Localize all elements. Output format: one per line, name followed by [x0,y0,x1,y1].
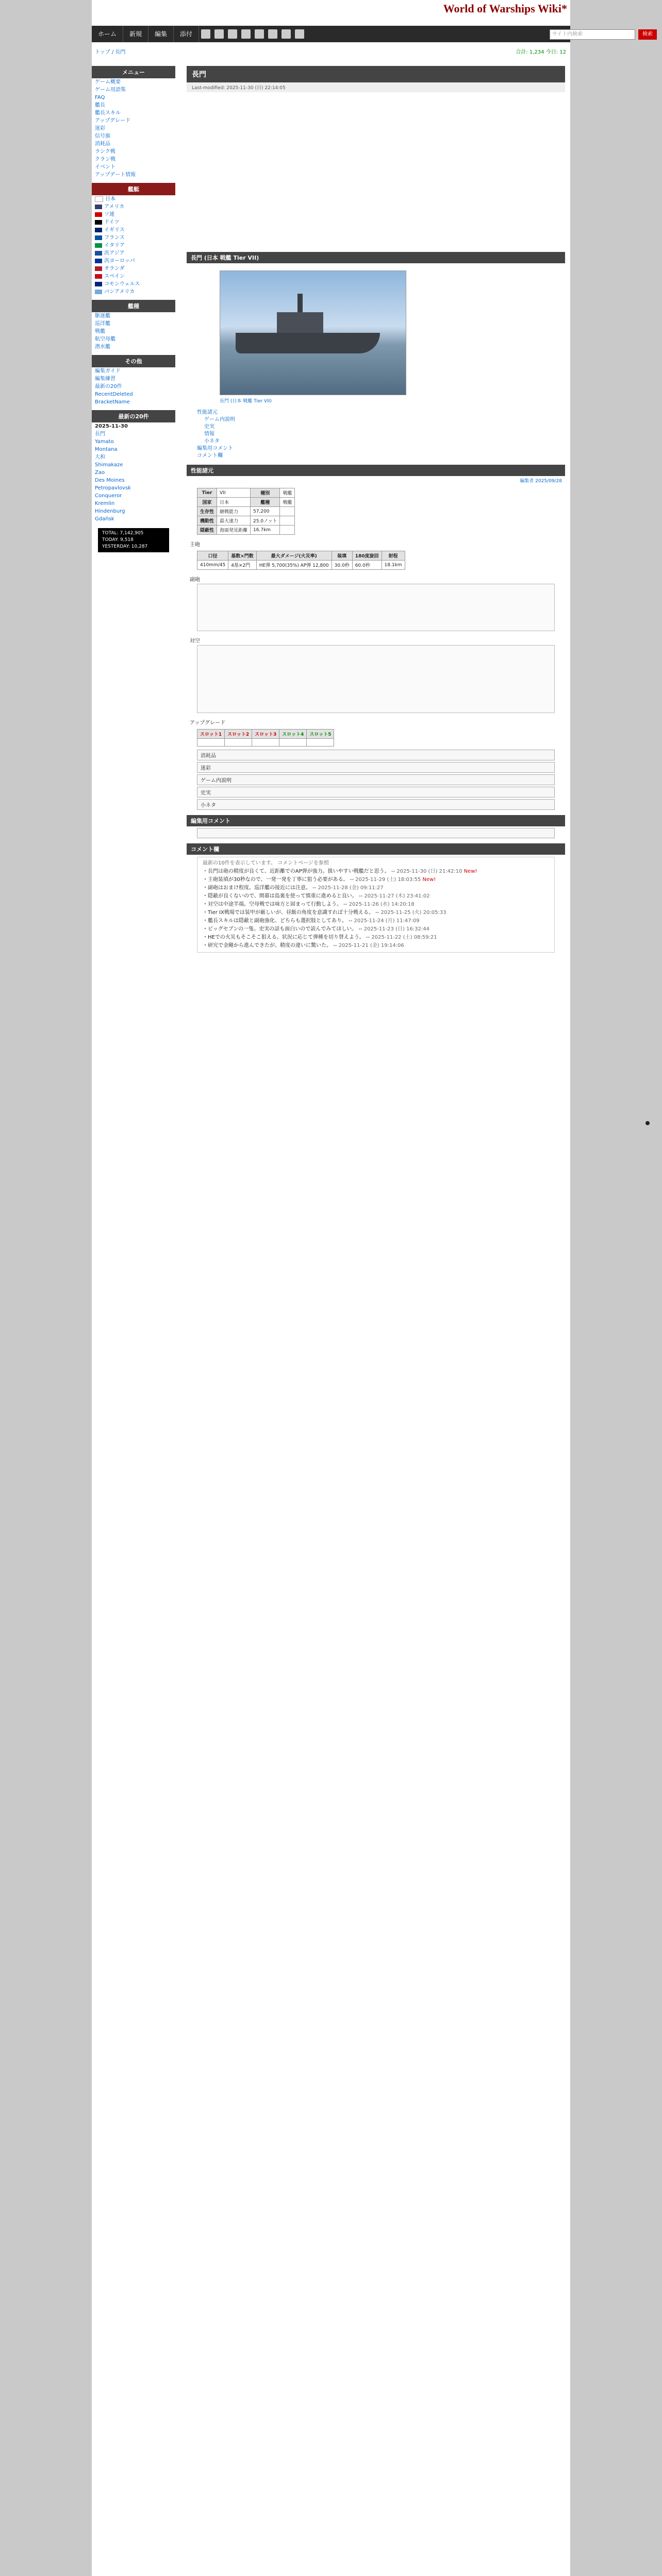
fold-history[interactable]: 史実 [197,787,555,798]
sidebar-ships-heading: 艦艇 [92,183,175,195]
image-section-bar: 長門 (日本 戦艦 Tier VII) [187,252,565,263]
sidebar-item[interactable]: 巡洋艦 [95,321,110,327]
table-row: 隠蔽性 海面発見距離 16.7km [197,526,295,535]
edit-note[interactable]: 編集者 2025/09/28 [520,479,562,484]
sidebar-nation-spain[interactable]: スペイン [92,273,175,280]
sidebar-item[interactable]: クラン戦 [95,157,115,162]
fold-ingame-desc[interactable]: ゲーム内説明 [197,774,555,785]
comment-item: ・隠蔽が良くないので、開幕は島裏を使って慎重に進めると良い。 -- 2025-11-27 (木) 23:41:02 [203,893,430,899]
table-row [197,739,334,747]
sidebar-item[interactable]: 編集練習 [95,376,115,382]
flag-icon [95,205,102,209]
sidebar-nation-germany[interactable]: ドイツ [92,218,175,226]
toolbar-icon[interactable] [295,29,304,39]
scroll-indicator[interactable] [646,1121,650,1125]
toolbar-icon[interactable] [255,29,264,39]
sidebar-item[interactable]: 艦長 [95,103,105,108]
sidebar-item[interactable]: ゲーム概要 [95,79,121,85]
table-row: 国家 日本 艦種 戦艦 [197,498,295,507]
toolbar-icon[interactable] [201,29,210,39]
sidebar-item[interactable]: 駆逐艦 [95,313,110,319]
table-row: Tier VII 種別 戦艦 [197,488,295,498]
toc-item[interactable]: 情報 [204,431,214,437]
toc-item[interactable]: コメント欄 [197,453,223,459]
recent-item[interactable]: Petropavlovsk [95,485,131,491]
page-title: 長門 [187,66,565,82]
secondary-table [197,584,555,631]
flag-icon [95,290,102,294]
nav-item-new[interactable]: 新規 [123,26,148,42]
toc-item[interactable]: 小ネタ [204,438,220,444]
recent-item[interactable]: Shimakaze [95,462,123,468]
fold-consumables[interactable]: 消耗品 [197,750,555,760]
sidebar-item[interactable]: 戦艦 [95,329,105,334]
sidebar-recent-heading: 最新の20件 [92,410,175,422]
main-content [187,66,565,953]
nav-bar [92,26,570,42]
sidebar-nation-ussr[interactable]: ソ連 [92,211,175,218]
sidebar-nation-usa[interactable]: アメリカ [92,203,175,211]
ship-superstructure-shape [277,312,323,335]
breadcrumb[interactable]: トップ / 長門 [95,49,126,55]
toc-item[interactable]: 史実 [204,424,214,430]
nav-item-home[interactable]: ホーム [92,26,123,42]
page-counter: 合計: 1,234 今日: 12 [516,49,566,55]
recent-item[interactable]: 長門 [95,431,105,437]
sidebar [92,62,175,557]
sidebar-item[interactable]: 最新の20件 [95,384,122,389]
comment-item: ・艦長スキルは隠蔽と副砲強化、どちらも選択肢としてあり。 -- 2025-11-24 (月) 11:47:09 [203,918,420,924]
flag-icon [95,212,102,217]
section-comments: コメント欄 [187,843,565,855]
toolbar-icon[interactable] [228,29,237,39]
sidebar-item[interactable]: 迷彩 [95,126,105,131]
toc-item[interactable]: 性能諸元 [197,410,218,415]
section-edit-comments: 編集用コメント [187,815,565,826]
sidebar-nation-commonwealth[interactable]: コモンウェルス [92,280,175,288]
secondary-label: 副砲 [190,577,200,583]
sidebar-item[interactable]: ゲーム用語集 [95,87,126,93]
comment-list [197,857,555,953]
recent-item[interactable]: Kremlin [95,501,115,506]
image-caption[interactable]: 長門 (日本 戦艦 Tier VII) [220,399,272,404]
sidebar-item[interactable]: 信号旗 [95,133,110,139]
comment-intro[interactable]: 最新の10件を表示しています。 コメントページを参照 [203,860,329,866]
flag-icon [95,274,102,279]
recent-item[interactable]: Gdańsk [95,516,114,522]
last-modified: Last-modified: 2025-11-30 (日) 22:14:05 [187,82,565,92]
ship-image [220,270,406,395]
toolbar-icon[interactable] [241,29,251,39]
sidebar-item[interactable]: 消耗品 [95,141,110,147]
basic-spec-table [197,488,295,535]
sidebar-nation-panamerica[interactable]: パンアメリカ [92,288,175,296]
site-header [92,0,570,26]
flag-icon [95,220,102,225]
toc-item[interactable]: ゲーム内説明 [204,417,235,422]
main-gun-label: 主砲 [190,542,200,548]
sidebar-item[interactable]: イベント [95,164,115,170]
sidebar-nation-france[interactable]: フランス [92,234,175,242]
comment-item: ・主砲装填が30秒なので、一発一発を丁寧に狙う必要がある。 -- 2025-11-29 (土) 18:03:55 New! [203,877,436,883]
search-input[interactable]: サイト内検索 [550,29,635,40]
flag-icon [95,282,102,286]
toolbar-icon[interactable] [282,29,291,39]
ad-space [187,92,565,247]
nav-item-edit[interactable]: 編集 [148,26,174,42]
nav-item-attach[interactable]: 添付 [174,26,199,42]
aa-label: 対空 [190,638,200,644]
flag-icon [95,259,102,263]
access-counter: TOTAL: 7,142,905 TODAY: 9,518 YESTERDAY: 10,287 [98,528,169,552]
toolbar-icon[interactable] [214,29,224,39]
upgrade-table [197,729,334,747]
fold-trivia[interactable]: 小ネタ [197,799,555,810]
main-gun-table [197,551,405,570]
sidebar-item[interactable]: アップデート情報 [95,172,136,178]
sidebar-item[interactable]: アップグレード [95,118,130,124]
sidebar-item[interactable]: RecentDeleted [95,392,133,397]
site-title[interactable]: World of Warships Wiki* [443,2,567,15]
sidebar-item[interactable]: ランク戦 [95,149,115,155]
sidebar-nation-netherlands[interactable]: オランダ [92,265,175,273]
table-row: 410mm/45 4基×2門 HE弾 5,700(35%) AP弾 12,800 30.0秒 60.0秒 18.1km [197,561,405,570]
sidebar-nation-italy[interactable]: イタリア [92,242,175,249]
sidebar-item[interactable]: FAQ [95,95,105,100]
toc-item[interactable]: 編集用コメント [197,446,233,451]
ship-hull-shape [236,333,380,353]
flag-icon [95,251,102,256]
table-row: 機動性 最大速力 25.0ノット [197,516,295,526]
recent-item[interactable]: Hindenburg [95,509,125,514]
sidebar-menu-heading: メニュー [92,66,175,78]
comment-item: ・ビッグセブンの一隻。史実の話も面白いので読んでみてほしい。 -- 2025-11-23 (日) 16:32:44 [203,926,429,932]
comment-item: ・長門は砲の精度が良くて、近距離でのAP弾が強力。扱いやすい戦艦だと思う。 -- 2025-11-30 (日) 21:42:10 New! [203,869,477,874]
sidebar-item[interactable]: 潜水艦 [95,344,110,350]
recent-item[interactable]: Zao [95,470,105,476]
toolbar-icon[interactable] [268,29,277,39]
sidebar-item[interactable]: BracketName [95,399,130,405]
table-row: 生存性 継戦能力 57,200 [197,507,295,516]
flag-icon [95,235,102,240]
comment-item: ・対空は中途半端。空母戦では味方と固まって行動しよう。 -- 2025-11-26 (水) 14:20:18 [203,902,415,907]
flag-icon [95,243,102,248]
sidebar-nation-paneurope[interactable]: 汎ヨーロッパ [92,257,175,265]
sidebar-nation-japan[interactable]: 日本 [92,195,175,203]
sidebar-nation-panasia[interactable]: 汎アジア [92,249,175,257]
ship-mast-shape [297,294,303,314]
flag-icon [95,228,102,232]
comment-item: ・HEでの火災もそこそこ狙える。状況に応じて弾種を切り替えよう。 -- 2025-11-22 (土) 08:59:21 [203,935,437,940]
comment-item: ・研究で金剛から進んできたが、精度の違いに驚いた。 -- 2025-11-21 (金) 19:14:06 [203,943,404,948]
table-of-contents [197,409,555,460]
sidebar-other-heading: その他 [92,355,175,367]
sidebar-types-heading: 艦種 [92,300,175,312]
aa-table [197,645,555,713]
comment-item: ・Tier IX戦場では装甲が厳しいが、昼飯の角度を意識すれば十分戦える。 -- 2025-11-25 (火) 20:05:33 [203,910,446,916]
section-specs: 性能諸元 [187,465,565,476]
recent-date: 2025-11-30 [95,423,128,429]
table-header-row: 口径 基数×門数 最大ダメージ(火災率) 装填 180度旋回 射程 [197,551,405,561]
sidebar-item[interactable]: 編集ガイド [95,368,121,374]
flag-icon [95,196,103,202]
recent-item[interactable]: Des Moines [95,478,125,483]
search-button[interactable]: 検索 [638,29,657,40]
edit-comment-fold[interactable] [197,828,555,838]
fold-camo[interactable]: 迷彩 [197,762,555,773]
sidebar-nation-uk[interactable]: イギリス [92,226,175,234]
comment-item: ・副砲はおまけ程度。巡洋艦の接近には注意。 -- 2025-11-28 (金) 09:11:27 [203,885,384,891]
sidebar-item[interactable]: 航空母艦 [95,336,115,342]
recent-item[interactable]: Yamato [95,439,114,445]
table-row: スロット1 スロット2 スロット3 スロット4 スロット5 [197,730,334,739]
recent-item[interactable]: Conqueror [95,493,122,499]
recent-item[interactable]: 大和 [95,454,105,460]
recent-item[interactable]: Montana [95,447,118,452]
sidebar-item[interactable]: 艦長スキル [95,110,121,116]
flag-icon [95,266,102,271]
upgrade-label: アップグレード [190,720,225,726]
